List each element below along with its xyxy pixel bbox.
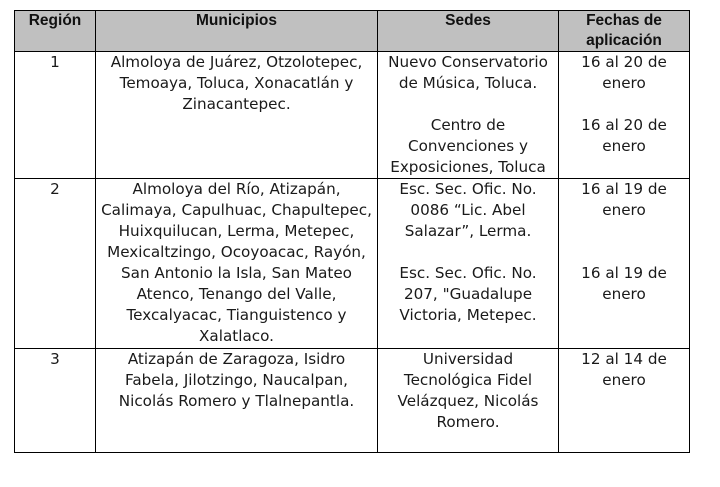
table-row xyxy=(15,179,690,349)
region-cell: 2 xyxy=(15,179,96,349)
header-region: Región xyxy=(15,11,96,52)
region-cell: 1 xyxy=(15,52,96,179)
header-row xyxy=(15,11,690,52)
sede-text: Universidad Tecnológica Fidel Velázquez, Nicolás Romero. xyxy=(397,350,539,431)
sede-text: Esc. Sec. Ofic. No. 0086 “Lic. Abel Salazar”, Lerma. xyxy=(399,180,537,240)
municipios-cell: Almoloya del Río, Atizapán, Calimaya, Capulhuac, Chapultepec, Huixquilucan, Lerma, Metepec, Mexicaltzingo, Ocoyoacac, Rayón, San Antonio la Isla, San Mateo Atenco, Tenango del Valle, Texcalyacac, Tianguistenco y Xalatlaco. xyxy=(96,179,378,349)
fecha-text: 16 al 20 de enero xyxy=(581,116,667,155)
fecha-text: 16 al 20 de enero xyxy=(581,53,667,92)
header-fechas: Fechas de aplicación xyxy=(559,11,690,52)
sede-text: Centro de Convenciones y Exposiciones, Toluca xyxy=(390,116,546,176)
table-row xyxy=(15,52,690,179)
municipios-cell: Almoloya de Juárez, Otzolotepec, Temoaya, Toluca, Xonacatlán y Zinacantepec. xyxy=(96,52,378,179)
sedes-cell xyxy=(378,52,559,179)
fechas-cell xyxy=(559,179,690,349)
schedule-table xyxy=(14,10,690,453)
header-sedes: Sedes xyxy=(378,11,559,52)
sede-text: Esc. Sec. Ofic. No. 207, "Guadalupe Victoria, Metepec. xyxy=(399,264,537,324)
sedes-cell xyxy=(378,349,559,453)
sede-text: Nuevo Conservatorio de Música, Toluca. xyxy=(388,53,548,92)
fechas-cell xyxy=(559,52,690,179)
fecha-text: 16 al 19 de enero xyxy=(581,264,667,303)
table-row xyxy=(15,349,690,453)
region-cell: 3 xyxy=(15,349,96,453)
sedes-cell xyxy=(378,179,559,349)
header-municipios: Municipios xyxy=(96,11,378,52)
fecha-text: 12 al 14 de enero xyxy=(581,350,667,389)
municipios-cell: Atizapán de Zaragoza, Isidro Fabela, Jilotzingo, Naucalpan, Nicolás Romero y Tlalnepantla. xyxy=(96,349,378,453)
fechas-cell xyxy=(559,349,690,453)
fecha-text: 16 al 19 de enero xyxy=(581,180,667,219)
